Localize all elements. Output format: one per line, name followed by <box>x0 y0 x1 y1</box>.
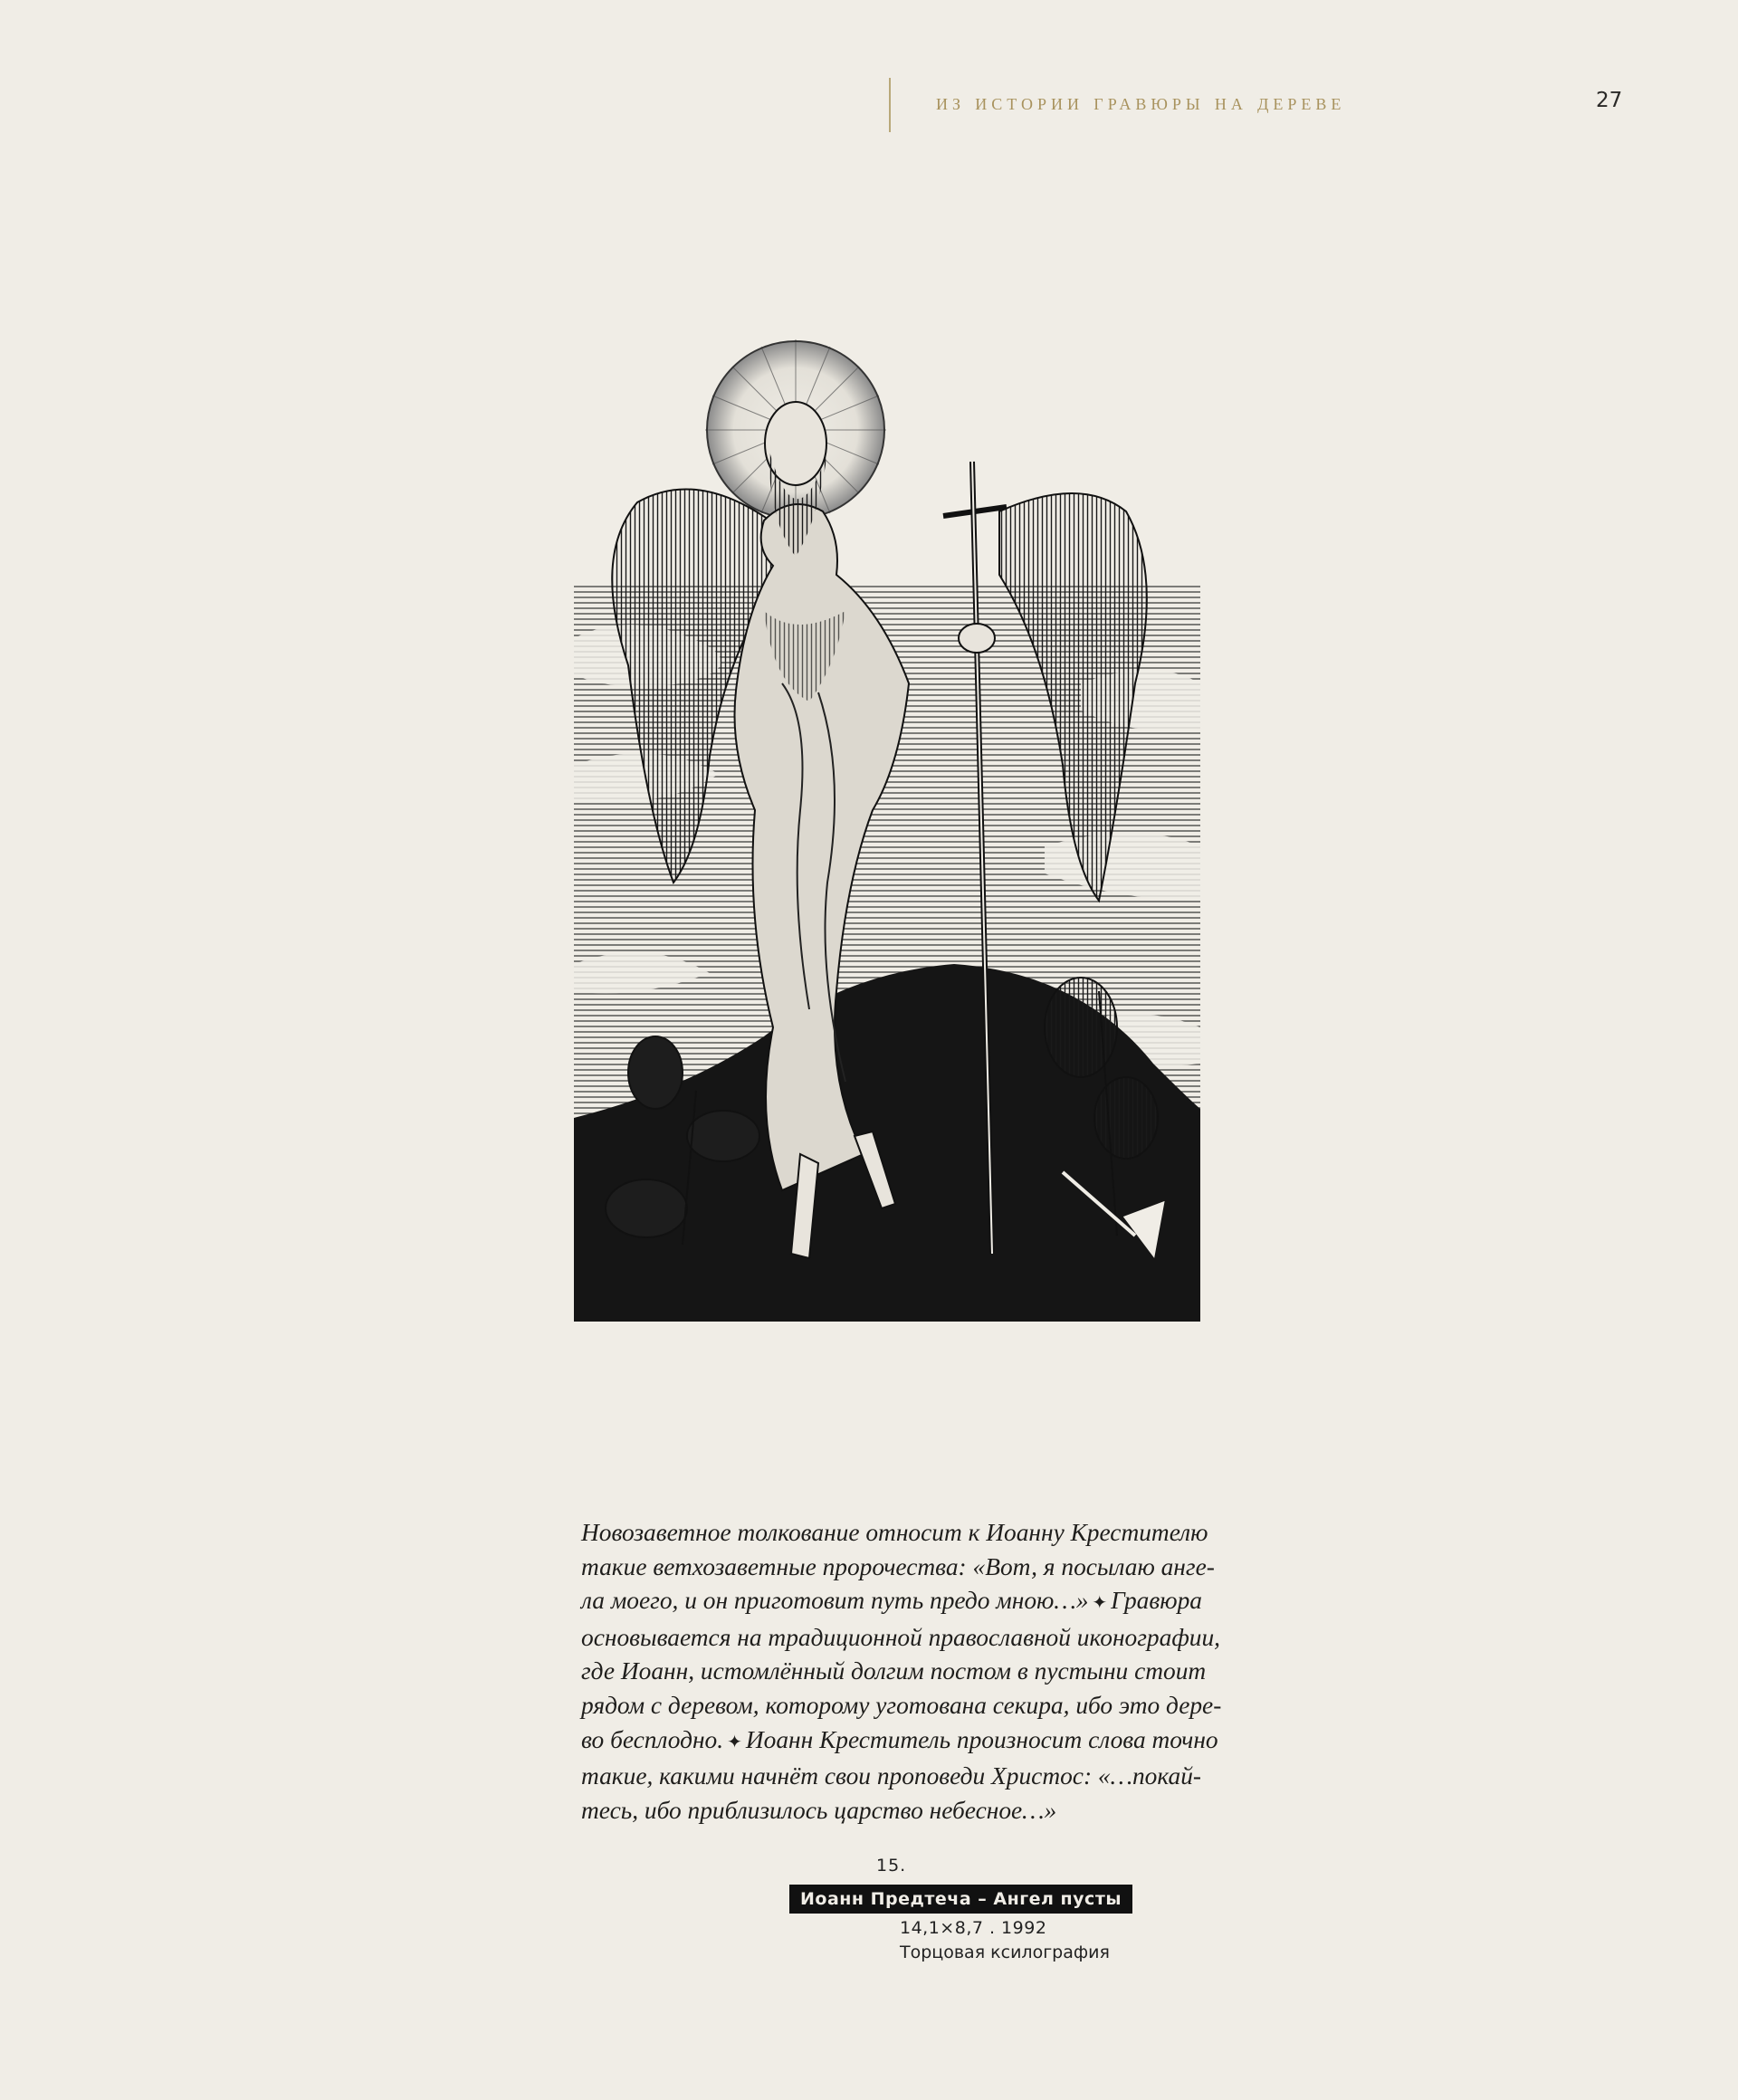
caption-technique: Торцовая ксилография <box>900 1942 1110 1962</box>
separator-glyph: ✦ <box>1092 1593 1108 1614</box>
separator-glyph: ✦ <box>727 1732 742 1752</box>
header-divider <box>889 78 891 132</box>
description-line: основывается на традиционной православной иконографии, <box>581 1623 1221 1651</box>
description-line: где Иоанн, истомлённый долгим постом в пустыни стоит <box>581 1657 1207 1685</box>
description-line: ла моего, и он приготовит путь предо мною…» ✦ Гравюра <box>581 1587 1202 1615</box>
caption-size-year: 14,1×8,7 . 1992 <box>900 1918 1047 1938</box>
description-line: тесь, ибо приблизилось царство небесное…» <box>581 1796 1057 1824</box>
description-line: Новозаветное толкование относит к Иоанну Крестителю <box>581 1519 1208 1546</box>
page-number: 27 <box>1596 89 1623 112</box>
caption-number: 15. <box>876 1856 907 1876</box>
caption-title: Иоанн Предтеча – Ангел пусты <box>789 1885 1132 1914</box>
description-line: такие, какими начнёт свои проповеди Христос: «…покай- <box>581 1762 1202 1790</box>
description-line: такие ветхозаветные пророчества: «Вот, я посылаю анге- <box>581 1552 1215 1580</box>
engraving-illustration <box>574 339 1200 1322</box>
description-paragraph <box>581 1516 1222 1828</box>
description-line: во бесплодно. ✦ Иоанн Креститель произносит слова точно <box>581 1725 1218 1753</box>
running-head: из истории гравюры на дереве <box>936 91 1346 115</box>
description-line: рядом с деревом, которому уготована секира, ибо это дере- <box>581 1691 1222 1719</box>
